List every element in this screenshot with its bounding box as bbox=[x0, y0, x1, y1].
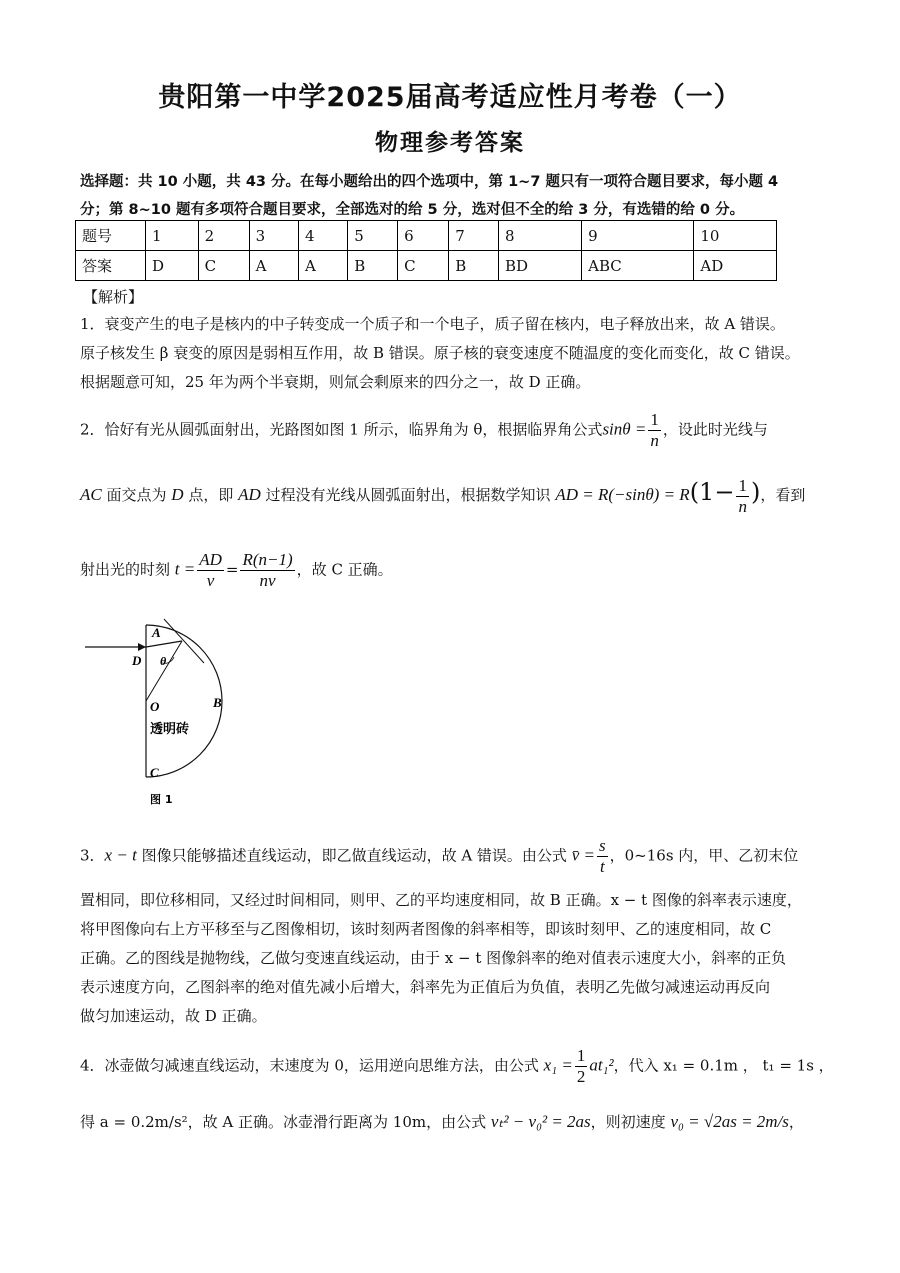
cell-answer: AD bbox=[694, 251, 777, 281]
fraction: $\frac{AD}{v}$ bbox=[199, 550, 222, 590]
cell-answer: A bbox=[298, 251, 347, 281]
row-label-number: 题号 bbox=[76, 221, 146, 251]
instructions-line-1: 选择题：共 10 小题，共 43 分。在每小题给出的四个选项中，第 1~7 题只有一项符合题目要求，每小题 4 bbox=[80, 174, 779, 190]
cell-number: 7 bbox=[449, 221, 499, 251]
table-row-answers bbox=[76, 251, 777, 281]
cell-number: 3 bbox=[249, 221, 298, 251]
q4-explanation-cont: 得 a = 0.2m/s²，故 A 正确。冰壶滑行距离为 10m，由公式 vₜ² − v₀² = 2as，则初速度 v₀ = √2as = 2m/s， bbox=[80, 1112, 804, 1131]
q3-explanation: 3．x − t 图像只能够描述直线运动，即乙做直线运动，故 A 错误。由公式 v̄ = $\frac{s}{t}$ ，0~16s 内，甲、乙初末位 bbox=[80, 836, 799, 876]
row-label-answer: 答案 bbox=[76, 251, 146, 281]
fraction: $\frac{1}{n}$ bbox=[650, 410, 659, 450]
cell-answer: B bbox=[348, 251, 398, 281]
q3-formula: v̄ = bbox=[571, 845, 595, 865]
refracted-ray bbox=[146, 641, 182, 647]
label-b: B bbox=[213, 695, 222, 710]
analysis-heading: 【解析】 bbox=[83, 288, 144, 306]
q2-text: 2．恰好有光从圆弧面射出，光路图如图 1 所示，临界角为 θ，根据临界角公式 bbox=[80, 420, 603, 439]
table-row-numbers bbox=[76, 221, 777, 251]
q2-explanation-end: 射出光的时刻 t = $\frac{AD}{v}$ = $\frac{R(n-1)}{nv}$ ，故 C 正确。 bbox=[80, 550, 393, 590]
arrow-icon bbox=[138, 643, 146, 651]
fraction: $\frac{s}{t}$ bbox=[599, 836, 606, 876]
q2-explanation-cont: AC 面交点为 D 点，即 AD 过程没有光线从圆弧面射出，根据数学知识 AD = R(−sinθ) = R(1− $\frac{1}{n}$ )，看到 bbox=[80, 475, 806, 516]
instructions bbox=[80, 168, 825, 224]
cell-number: 8 bbox=[499, 221, 582, 251]
cell-number: 2 bbox=[198, 221, 249, 251]
q3-explanation-cont: 置相同，即位移相同，又经过时间相同，则甲、乙的平均速度相同，故 B 正确。x − t 图像的斜率表示速度， 将甲图像向右上方平移至与乙图像相切，该时刻两者图像的斜率相等，即该时刻甲、乙的速度相同，故 C 正确。乙的图线是抛物线，乙做匀变速直线运动，由于 x − t 图像斜率的绝对值表示速度大小，斜率的正负 表示速度方向，乙图斜率的绝对值先减小后增大，斜率先为正值后为负值，表明乙先做匀减速运动再反向 做匀加速运动，故 D 正确。 bbox=[80, 891, 802, 1025]
figure-caption: 图 1 bbox=[150, 793, 173, 806]
cell-number: 5 bbox=[348, 221, 398, 251]
fraction: $\frac{R(n-1)}{nv}$ bbox=[242, 550, 293, 590]
q1-line: 原子核发生 β 衰变的原因是弱相互作用，故 B 错误。原子核的衰变速度不随温度的变化而变化，故 C 错误。 bbox=[80, 344, 800, 362]
page-title: 贵阳第一中学2025届高考适应性月考卷（一） bbox=[158, 82, 742, 113]
tangent-line bbox=[164, 619, 204, 663]
cell-answer: B bbox=[449, 251, 499, 281]
q1-line: 1．衰变产生的电子是核内的中子转变成一个质子和一个电子，质子留在核内，电子释放出来，故 A 错误。 bbox=[80, 315, 785, 333]
cell-number: 10 bbox=[694, 221, 777, 251]
q2-formula: AD = R(−sinθ) = R bbox=[555, 485, 690, 504]
cell-answer: D bbox=[146, 251, 199, 281]
label-a: A bbox=[152, 625, 161, 640]
figure-1-diagram bbox=[80, 615, 240, 815]
cell-number: 4 bbox=[298, 221, 347, 251]
cell-answer: BD bbox=[499, 251, 582, 281]
q2-formula: sinθ = bbox=[602, 419, 647, 439]
cell-answer: A bbox=[249, 251, 298, 281]
label-c: C bbox=[150, 765, 159, 780]
cell-answer: ABC bbox=[582, 251, 694, 281]
page-subtitle: 物理参考答案 bbox=[375, 130, 525, 156]
q1-explanation bbox=[80, 310, 825, 397]
q1-line: 根据题意可知，25 年为两个半衰期，则氚会剩原来的四分之一，故 D 正确。 bbox=[80, 373, 591, 391]
answer-table bbox=[75, 220, 777, 281]
cell-answer: C bbox=[398, 251, 449, 281]
label-d: D bbox=[132, 653, 142, 668]
instructions-line-2: 分；第 8~10 题有多项符合题目要求，全部选对的给 5 分，选对但不全的给 3 分，有选错的给 0 分。 bbox=[80, 202, 745, 218]
radius-line bbox=[146, 641, 182, 701]
label-o: O bbox=[150, 699, 160, 714]
fraction: $\frac{1}{2}$ bbox=[576, 1046, 586, 1086]
label-theta: θ bbox=[160, 654, 167, 668]
cell-answer: C bbox=[198, 251, 249, 281]
fraction: $\frac{1}{n}$ bbox=[738, 475, 747, 516]
cell-number: 1 bbox=[146, 221, 199, 251]
cell-number: 6 bbox=[398, 221, 449, 251]
cell-number: 9 bbox=[582, 221, 694, 251]
q4-explanation: 4．冰壶做匀减速直线运动，末速度为 0，运用逆向思维方法，由公式 x₁ = $\frac{1}{2}$ at₁²，代入 x₁ = 0.1m ， t₁ = 1s ， bbox=[80, 1046, 834, 1086]
q2-explanation: 2．恰好有光从圆弧面射出，光路图如图 1 所示，临界角为 θ，根据临界角公式sinθ = $\frac{1}{n}$ ，设此时光线与 bbox=[80, 410, 768, 450]
label-brick: 透明砖 bbox=[150, 722, 190, 737]
